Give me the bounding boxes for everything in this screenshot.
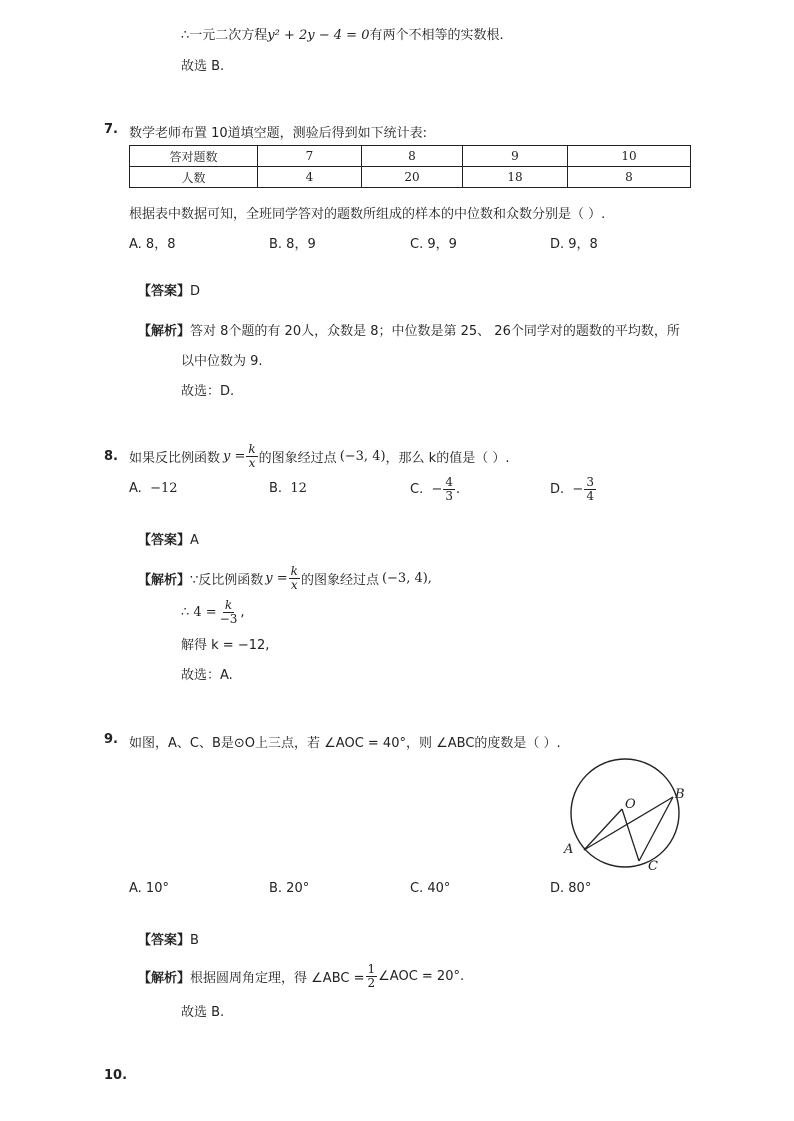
q7-analysis-line3: 故选：D.	[181, 384, 235, 399]
analysis-text: 的图象经过点	[300, 572, 379, 588]
q8-point: (−3, 4)	[339, 448, 386, 464]
answer-label: 【答案】	[138, 933, 191, 948]
label-o: O	[625, 797, 636, 812]
option-label: D.	[550, 481, 565, 497]
table-cell: 9	[463, 146, 568, 167]
q8-option-d	[550, 472, 597, 506]
prev-choice: 故选 B.	[181, 59, 225, 74]
q8-analysis-line3: 解得 k = −12,	[181, 638, 270, 653]
option-sign: −	[572, 481, 584, 497]
table-cell: 人数	[130, 167, 258, 188]
option-label: B.	[269, 481, 283, 496]
analysis-label: 【解析】	[138, 324, 191, 339]
segment-ao	[584, 809, 622, 850]
option-tail: .	[456, 481, 461, 497]
fraction-numerator: 3	[586, 474, 594, 489]
option-value: −12	[150, 481, 178, 496]
q9-stem: 如图，A、C、B是⊙O上三点，若 ∠AOC = 40°，则 ∠ABC的度数是（ ）.	[129, 736, 561, 751]
table-cell: 8	[362, 146, 463, 167]
q9-number: 9.	[104, 732, 118, 747]
q8-option-c	[410, 472, 460, 506]
q8-analysis-line1	[138, 560, 432, 596]
table-cell: 4	[258, 167, 362, 188]
label-b: B	[675, 787, 685, 802]
fraction-denominator: x	[248, 455, 256, 470]
q7-option-d: D. 9，8	[550, 237, 598, 252]
prev-equation: y² + 2y − 4 = 0	[267, 28, 370, 43]
prev-conclusion-line	[181, 24, 504, 43]
q8-stem-suffix: ，那么 k的值是（ ）.	[385, 450, 510, 466]
fraction-denominator: −3	[219, 611, 238, 626]
option-value: 12	[290, 481, 307, 496]
table-cell: 10	[568, 146, 691, 167]
analysis-text: 根据圆周角定理，得 ∠ABC =	[190, 970, 365, 986]
segment-oc	[622, 809, 639, 861]
q8-stem	[129, 438, 509, 474]
table-row	[130, 146, 691, 167]
q8-analysis-line2	[181, 594, 245, 630]
q9-option-a: A. 10°	[129, 881, 169, 896]
q9-analysis-line2: 故选 B.	[181, 1005, 225, 1020]
q9-answer	[138, 929, 199, 948]
fraction-numerator: k	[290, 563, 298, 578]
q8-stem-mid: 的图象经过点	[258, 450, 337, 466]
table-cell: 18	[463, 167, 568, 188]
q8-option-b	[269, 481, 307, 496]
fraction-numerator: 1	[367, 961, 376, 976]
q9-option-d: D. 80°	[550, 881, 592, 896]
q8-analysis-line4: 故选：A.	[181, 668, 233, 683]
option-fraction	[443, 476, 455, 503]
option-sign: −	[431, 481, 443, 497]
q8-number: 8.	[104, 449, 118, 464]
fraction-denominator: 2	[367, 975, 376, 990]
label-a: A	[564, 842, 574, 857]
option-fraction	[584, 476, 596, 503]
q8-option-a	[129, 481, 178, 496]
fraction-numerator: 4	[445, 474, 454, 489]
q7-stem: 数学老师布置 10道填空题，测验后得到如下统计表:	[129, 126, 428, 141]
analysis-label: 【解析】	[138, 572, 191, 588]
answer-label: 【答案】	[138, 533, 191, 548]
q7-option-a: A. 8，8	[129, 237, 176, 252]
table-cell: 8	[568, 167, 691, 188]
q7-answer	[138, 280, 200, 299]
analysis-text: ∵反比例函数	[190, 572, 264, 588]
q8-func-fraction	[246, 443, 257, 470]
q7-question: 根据表中数据可知，全班同学答对的题数所组成的样本的中位数和众数分别是（ ）.	[129, 207, 606, 222]
fraction-numerator: k	[224, 597, 233, 612]
prev-conclusion-prefix: ∴一元二次方程	[181, 28, 268, 43]
q9-option-c: C. 40°	[410, 881, 451, 896]
q10-number: 10.	[104, 1068, 128, 1083]
answer-value: D	[190, 284, 201, 299]
table-cell: 7	[258, 146, 362, 167]
q8-answer	[138, 529, 199, 548]
analysis-func-lhs: y =	[265, 570, 288, 586]
analysis-point: (−3, 4),	[381, 570, 432, 586]
fraction-denominator: x	[290, 577, 298, 592]
q7-stats-table	[129, 145, 691, 188]
q8-stem-prefix: 如果反比例函数	[129, 450, 221, 466]
answer-value: B	[190, 933, 199, 948]
analysis-text: ∠AOC = 20°.	[378, 968, 465, 984]
q8-func-lhs: y =	[223, 448, 246, 464]
table-row	[130, 167, 691, 188]
option-label: C.	[410, 481, 424, 497]
fraction-denominator: 3	[445, 488, 454, 503]
analysis-label: 【解析】	[138, 970, 191, 986]
table-cell: 20	[362, 167, 463, 188]
option-label: A.	[129, 481, 142, 496]
analysis-fraction	[218, 599, 240, 626]
analysis-fraction	[366, 963, 378, 990]
fraction-denominator: 4	[586, 488, 594, 503]
analysis-fraction	[289, 565, 300, 592]
q9-option-b: B. 20°	[269, 881, 310, 896]
table-cell: 答对题数	[130, 146, 258, 167]
analysis-text: 答对 8个题的有 20人，众数是 8；中位数是第 25、 26个同学对的题数的平均数，所	[190, 324, 680, 339]
prev-conclusion-suffix: 有两个不相等的实数根.	[369, 28, 504, 43]
answer-label: 【答案】	[138, 284, 191, 299]
q9-analysis-line1	[138, 958, 464, 994]
q7-option-c: C. 9，9	[410, 237, 457, 252]
q7-analysis-line1	[138, 320, 680, 339]
q7-analysis-line2: 以中位数为 9.	[181, 354, 263, 369]
answer-value: A	[190, 533, 199, 548]
q7-option-b: B. 8，9	[269, 237, 316, 252]
fraction-numerator: k	[248, 441, 256, 456]
analysis-lhs: ∴ 4 =	[181, 604, 217, 620]
circle-o	[571, 759, 679, 867]
label-c: C	[648, 859, 658, 874]
analysis-tail: ,	[240, 604, 245, 620]
q7-number: 7.	[104, 122, 118, 137]
q9-circle-figure	[556, 758, 696, 878]
